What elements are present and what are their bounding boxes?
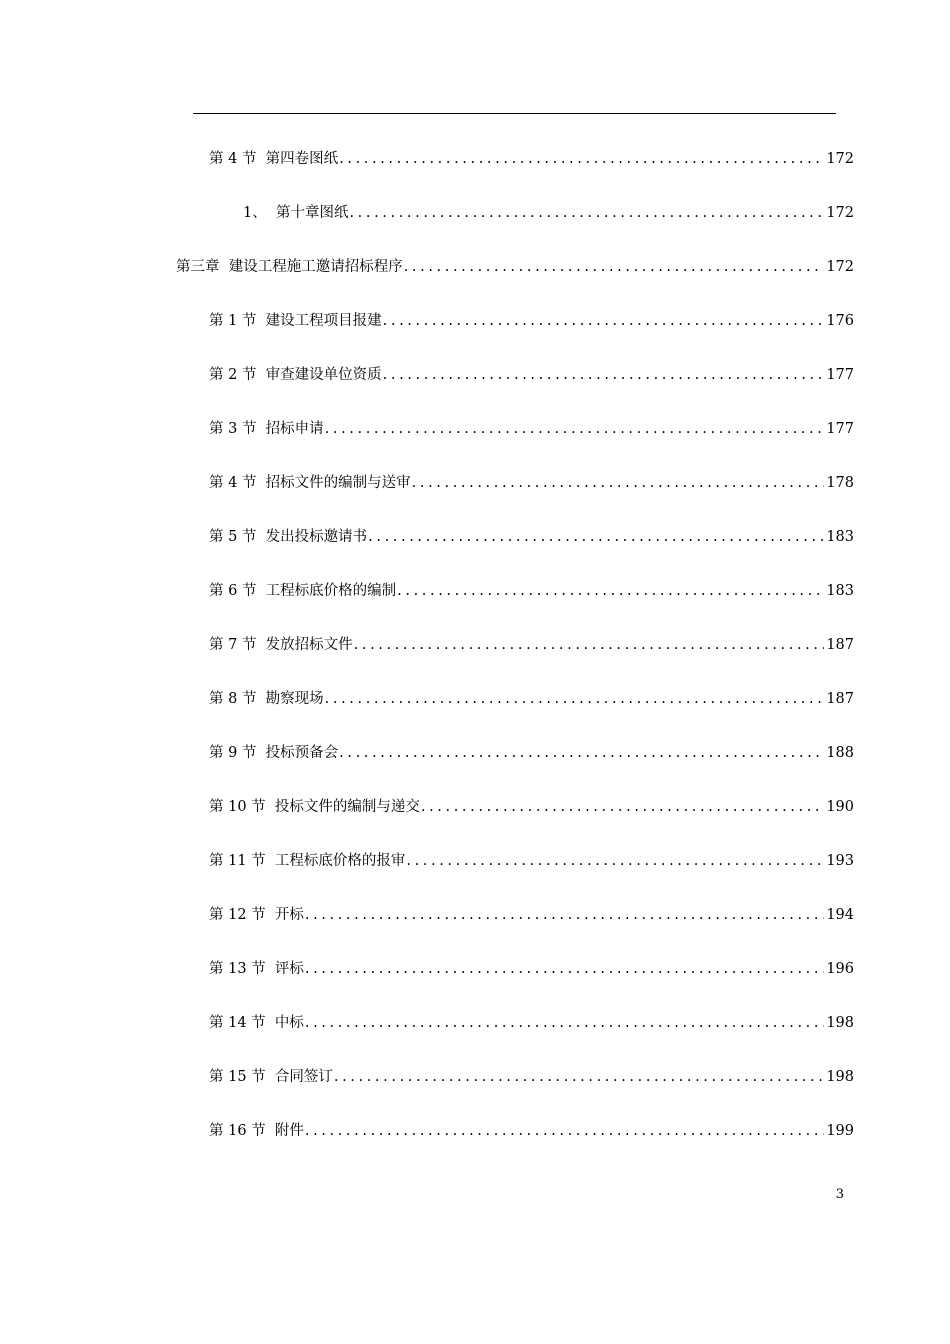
toc-entry[interactable] <box>209 364 854 386</box>
toc-entry-label: 第 3 节 招标申请 <box>209 421 324 437</box>
toc-dot-leader <box>305 1012 824 1034</box>
toc-entry[interactable] <box>209 850 854 872</box>
toc-entry-page: 188 <box>826 745 854 761</box>
toc-entry-page: 199 <box>826 1123 854 1139</box>
toc-entry-label: 第 8 节 勘察现场 <box>209 691 324 707</box>
toc-entry[interactable] <box>209 904 854 926</box>
toc-entry[interactable] <box>209 634 854 656</box>
toc-entry-label: 第 5 节 发出投标邀请书 <box>209 529 368 545</box>
toc-entry-label: 第 9 节 投标预备会 <box>209 745 339 761</box>
toc-entry-label: 第三章 建设工程施工邀请招标程序 <box>176 259 403 275</box>
toc-entry-page: 187 <box>826 691 854 707</box>
toc-entry-page: 196 <box>826 961 854 977</box>
toc-entry[interactable] <box>209 742 854 764</box>
toc-entry[interactable] <box>176 256 854 278</box>
toc-entry-page: 183 <box>826 529 854 545</box>
toc-entry-label: 第 1 节 建设工程项目报建 <box>209 313 382 329</box>
toc-entry-label: 第 10 节 投标文件的编制与递交 <box>209 799 420 815</box>
toc-entry[interactable] <box>209 1012 854 1034</box>
toc-entry[interactable] <box>209 1120 854 1142</box>
toc-entry-label: 第 16 节 附件 <box>209 1123 304 1139</box>
toc-entry[interactable] <box>243 202 854 224</box>
toc-dot-leader <box>305 958 824 980</box>
toc-dot-leader <box>339 148 824 170</box>
toc-entry-page: 177 <box>826 367 854 383</box>
toc-entry-label: 第 6 节 工程标底价格的编制 <box>209 583 397 599</box>
toc-dot-leader <box>325 688 825 710</box>
toc-entry-label: 第 7 节 发放招标文件 <box>209 637 353 653</box>
toc-entry-label: 第 4 节 第四卷图纸 <box>209 151 339 167</box>
toc-dot-leader <box>354 634 825 656</box>
toc-entry[interactable] <box>209 310 854 332</box>
toc-entry-page: 190 <box>826 799 854 815</box>
toc-entry-page: 172 <box>826 151 854 167</box>
toc-entry[interactable] <box>209 688 854 710</box>
page-number: 3 <box>835 1187 844 1202</box>
toc-entry[interactable] <box>209 1066 854 1088</box>
toc-entry[interactable] <box>209 796 854 818</box>
toc-dot-leader <box>305 1120 824 1142</box>
toc-entry[interactable] <box>209 418 854 440</box>
toc-entry-page: 193 <box>826 853 854 869</box>
toc-dot-leader <box>406 850 824 872</box>
toc-entry[interactable] <box>209 580 854 602</box>
toc-dot-leader <box>325 418 825 440</box>
toc-entry-label: 第 15 节 合同签订 <box>209 1069 333 1085</box>
toc-entry-label: 第 12 节 开标 <box>209 907 304 923</box>
toc-entry[interactable] <box>209 148 854 170</box>
toc-entry-label: 第 2 节 审查建设单位资质 <box>209 367 382 383</box>
toc-entry[interactable] <box>209 472 854 494</box>
toc-entry-page: 172 <box>826 205 854 221</box>
toc-dot-leader <box>404 256 825 278</box>
toc-dot-leader <box>368 526 824 548</box>
toc-entry-label: 第 13 节 评标 <box>209 961 304 977</box>
toc-entry-label: 第 4 节 招标文件的编制与送审 <box>209 475 411 491</box>
toc-dot-leader <box>383 364 825 386</box>
toc-entry-page: 187 <box>826 637 854 653</box>
toc-entry-page: 172 <box>826 259 854 275</box>
toc-entry[interactable] <box>209 958 854 980</box>
toc-dot-leader <box>397 580 824 602</box>
toc-dot-leader <box>383 310 825 332</box>
toc-entry-page: 194 <box>826 907 854 923</box>
toc-entry-label: 第 11 节 工程标底价格的报审 <box>209 853 406 869</box>
toc-dot-leader <box>412 472 825 494</box>
toc-entry-page: 177 <box>826 421 854 437</box>
toc-entry-page: 198 <box>826 1069 854 1085</box>
toc-dot-leader <box>305 904 824 926</box>
toc-dot-leader <box>339 742 824 764</box>
toc-entry-label: 第 14 节 中标 <box>209 1015 304 1031</box>
toc-dot-leader <box>421 796 824 818</box>
toc-entry-page: 176 <box>826 313 854 329</box>
toc-dot-leader <box>349 202 824 224</box>
toc-entry-page: 178 <box>826 475 854 491</box>
toc-entry[interactable] <box>209 526 854 548</box>
toc-dot-leader <box>334 1066 824 1088</box>
toc-entry-label: 1、 第十章图纸 <box>243 205 349 221</box>
toc-entry-page: 183 <box>826 583 854 599</box>
toc-entry-page: 198 <box>826 1015 854 1031</box>
